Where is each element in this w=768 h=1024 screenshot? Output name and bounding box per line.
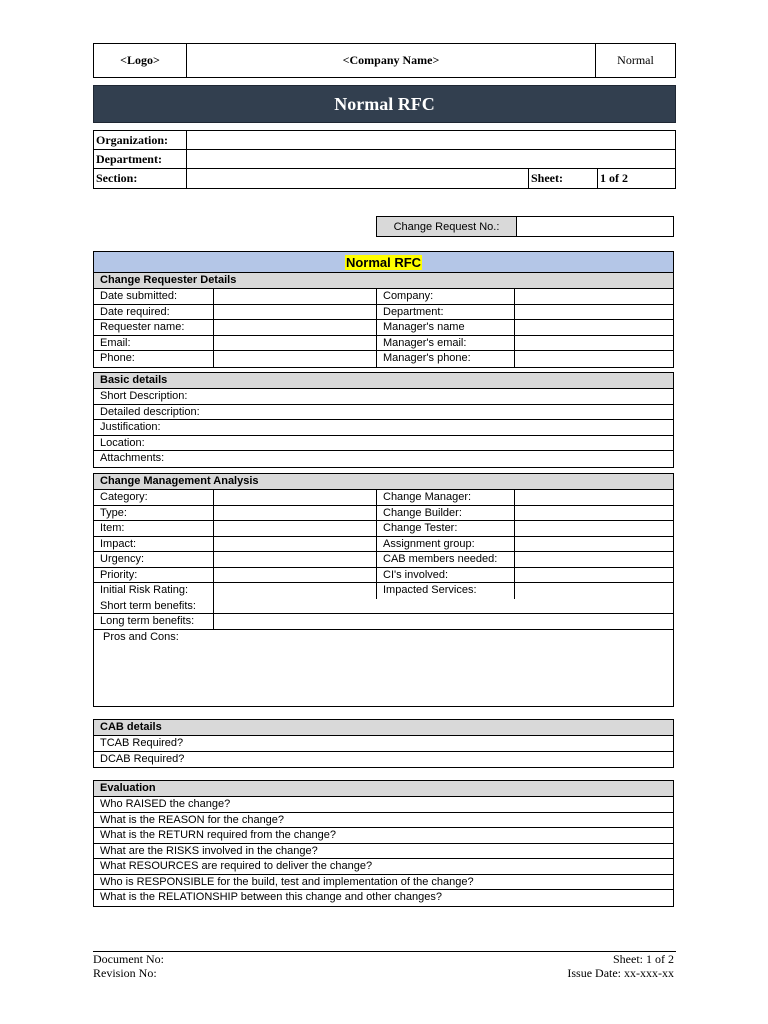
requester-left-field[interactable] <box>214 305 377 320</box>
footer-right <box>476 952 674 980</box>
evaluation-row <box>94 875 673 891</box>
benefit-row <box>94 614 673 630</box>
classification-label: Normal <box>617 53 654 67</box>
analysis-row <box>94 521 673 537</box>
requester-right-label: Department: <box>377 305 515 320</box>
requester-right-label: Manager's email: <box>377 336 515 351</box>
analysis-left-label: Item: <box>94 521 214 536</box>
requester-right-label: Company: <box>377 289 515 304</box>
evaluation-section <box>93 780 674 907</box>
evaluation-heading: Evaluation <box>94 781 673 797</box>
analysis-left-field[interactable] <box>214 506 377 521</box>
basic-item[interactable]: Justification: <box>100 421 161 433</box>
analysis-right-field[interactable] <box>515 552 673 567</box>
basic-row <box>94 405 673 421</box>
organization-label: Organization: <box>94 131 187 149</box>
analysis-left-label: Initial Risk Rating: <box>94 583 214 599</box>
basic-row <box>94 389 673 405</box>
requester-row <box>94 305 673 321</box>
analysis-row <box>94 490 673 506</box>
analysis-right-label: Impacted Services: <box>377 583 515 599</box>
evaluation-item[interactable]: What RESOURCES are required to deliver the change? <box>100 860 373 872</box>
cab-heading: CAB details <box>94 720 673 736</box>
analysis-left-label: Urgency: <box>94 552 214 567</box>
analysis-row <box>94 537 673 553</box>
requester-left-field[interactable] <box>214 336 377 351</box>
evaluation-item[interactable]: Who is RESPONSIBLE for the build, test and implementation of the change? <box>100 875 474 888</box>
analysis-right-label: Change Manager: <box>377 490 515 505</box>
basic-row <box>94 420 673 436</box>
requester-right-field[interactable] <box>515 305 673 320</box>
evaluation-item[interactable]: Who RAISED the change? <box>100 798 231 810</box>
analysis-left-field[interactable] <box>214 568 377 583</box>
page-title: Normal RFC <box>93 85 676 123</box>
analysis-right-field[interactable] <box>515 506 673 521</box>
analysis-right-label: Change Tester: <box>377 521 515 536</box>
department-label: Department: <box>94 150 187 168</box>
document-no: Document No: <box>93 952 164 966</box>
requester-row <box>94 336 673 352</box>
requester-left-field[interactable] <box>214 289 377 304</box>
cab-row <box>94 736 673 752</box>
analysis-left-field[interactable] <box>214 583 377 599</box>
benefit-field[interactable] <box>214 599 673 614</box>
analysis-section <box>93 473 674 707</box>
requester-left-label: Email: <box>94 336 214 351</box>
analysis-left-field[interactable] <box>214 490 377 505</box>
change-request-no-field[interactable] <box>517 217 673 236</box>
analysis-left-field[interactable] <box>214 537 377 552</box>
evaluation-item[interactable]: What are the RISKS involved in the change? <box>100 844 318 857</box>
analysis-left-field[interactable] <box>214 552 377 567</box>
org-table <box>93 130 676 189</box>
evaluation-row <box>94 890 673 906</box>
evaluation-row <box>94 813 673 829</box>
basic-details-section <box>93 372 674 468</box>
analysis-left-label: Category: <box>94 490 214 505</box>
footer-sheet: Sheet: 1 of 2 <box>613 952 674 966</box>
requester-left-label: Date submitted: <box>94 289 214 304</box>
organization-field[interactable] <box>187 131 675 149</box>
requester-row <box>94 289 673 305</box>
evaluation-item[interactable]: What is the RELATIONSHIP between this change and other changes? <box>100 891 443 903</box>
benefit-label: Long term benefits: <box>94 614 214 629</box>
section-field[interactable] <box>187 169 528 188</box>
requester-right-label: Manager's name <box>377 320 515 335</box>
requester-heading: Change Requester Details <box>94 273 673 289</box>
revision-no: Revision No: <box>93 966 157 980</box>
requester-left-label: Requester name: <box>94 320 214 335</box>
evaluation-row <box>94 797 673 813</box>
change-request-no-label: Change Request No.: <box>377 217 517 236</box>
requester-right-field[interactable] <box>515 320 673 335</box>
basic-item[interactable]: Attachments: <box>100 452 165 464</box>
requester-details-section <box>93 251 674 368</box>
sheet-label: Sheet: <box>528 169 598 188</box>
benefit-field[interactable] <box>214 614 673 629</box>
pros-cons-field[interactable]: Pros and Cons: <box>103 630 179 643</box>
evaluation-item[interactable]: What is the RETURN required from the change? <box>100 829 336 841</box>
benefit-row <box>94 599 673 615</box>
evaluation-row <box>94 828 673 844</box>
department-row <box>94 150 675 169</box>
analysis-row <box>94 568 673 584</box>
change-request-no <box>376 216 674 237</box>
requester-right-label: Manager's phone: <box>377 351 515 367</box>
analysis-heading: Change Management Analysis <box>94 474 673 490</box>
analysis-left-label: Impact: <box>94 537 214 552</box>
analysis-row <box>94 583 673 599</box>
benefit-label: Short term benefits: <box>94 599 214 614</box>
analysis-right-field[interactable] <box>515 568 673 583</box>
requester-row <box>94 351 673 367</box>
requester-left-label: Date required: <box>94 305 214 320</box>
evaluation-row <box>94 859 673 875</box>
evaluation-item[interactable]: What is the REASON for the change? <box>100 813 285 826</box>
cab-item[interactable]: DCAB Required? <box>100 752 185 765</box>
cab-item[interactable]: TCAB Required? <box>100 737 184 749</box>
organization-row <box>94 131 675 150</box>
analysis-left-label: Type: <box>94 506 214 521</box>
cab-section <box>93 719 674 768</box>
analysis-right-label: CAB members needed: <box>377 552 515 567</box>
analysis-right-field[interactable] <box>515 521 673 536</box>
basic-item[interactable]: Location: <box>100 436 145 449</box>
footer-left <box>93 952 164 980</box>
requester-left-field[interactable] <box>214 351 377 367</box>
analysis-left-label: Priority: <box>94 568 214 583</box>
evaluation-row <box>94 844 673 860</box>
section-row <box>94 169 675 188</box>
cab-row <box>94 752 673 768</box>
analysis-left-field[interactable] <box>214 521 377 536</box>
requester-left-label: Phone: <box>94 351 214 367</box>
analysis-right-field[interactable] <box>515 537 673 552</box>
analysis-right-field[interactable] <box>515 490 673 505</box>
analysis-right-field[interactable] <box>515 583 673 599</box>
basic-item[interactable]: Detailed description: <box>100 405 200 418</box>
document-header <box>93 43 676 78</box>
basic-row <box>94 436 673 452</box>
form-title: Normal RFC <box>345 254 422 270</box>
basic-row <box>94 451 673 467</box>
issue-date: Issue Date: xx-xxx-xx <box>567 966 674 980</box>
basic-item[interactable]: Short Description: <box>100 390 188 402</box>
requester-left-field[interactable] <box>214 320 377 335</box>
analysis-right-label: CI's involved: <box>377 568 515 583</box>
analysis-right-label: Assignment group: <box>377 537 515 552</box>
logo-placeholder: <Logo> <box>94 44 187 77</box>
analysis-row <box>94 552 673 568</box>
analysis-right-label: Change Builder: <box>377 506 515 521</box>
requester-right-field[interactable] <box>515 336 673 351</box>
section-label: Section: <box>94 169 187 188</box>
department-field[interactable] <box>187 150 675 168</box>
sheet-value: 1 of 2 <box>600 171 628 185</box>
requester-right-field[interactable] <box>515 289 673 304</box>
form-title-bar <box>94 252 673 273</box>
requester-row <box>94 320 673 336</box>
basic-heading: Basic details <box>94 373 673 389</box>
requester-right-field[interactable] <box>515 351 673 367</box>
company-name: <Company Name> <box>187 44 596 77</box>
analysis-row <box>94 506 673 522</box>
